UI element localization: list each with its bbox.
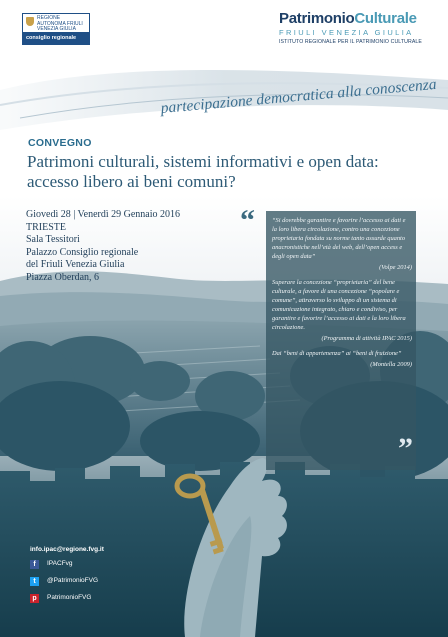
tagline: partecipazione democratica alla conoscenza <box>160 75 438 117</box>
region-crest-icon <box>26 17 34 26</box>
brand-subtitle: FRIULI VENEZIA GIULIA <box>279 28 414 37</box>
social-label: PatrimonioFVG <box>47 594 92 601</box>
event-title-line1: Patrimoni culturali, sistemi informativi e open data: <box>27 152 379 171</box>
event-title <box>27 152 427 192</box>
quote-text: Dai “beni di appartenenza” ai “beni di fruizione” <box>272 350 402 357</box>
quote-source: (Montella 2009) <box>370 361 412 368</box>
event-venue-line1: Palazzo Consiglio regionale <box>26 246 139 258</box>
event-venue-line2: del Friuli Venezia Giulia <box>26 259 125 270</box>
contacts <box>30 546 104 610</box>
quote-text: “Si dovrebbe garantire e favorire l’accesso ai dati e la loro libera circolazione, contro una concezione proprietaria fondata su norme tanto assurde quanto anacronistiche nell’età del web, dell’open access e degli open data” <box>272 217 406 260</box>
contact-email[interactable]: info.ipac@regione.fvg.it <box>30 546 104 553</box>
quote-source: (Programma di attività IPAC 2015) <box>321 335 412 342</box>
region-logo-band: consiglio regionale <box>23 32 89 44</box>
social-link-twitter[interactable] <box>30 576 104 586</box>
brand-name-part1: Patrimonio <box>279 10 355 27</box>
event-address: Piazza Oberdan, 6 <box>26 271 100 283</box>
quote-text: Superare la concezione “proprietaria” del bene culturale, a favore di una concezione “popolare e comune”, attraverso lo sviluppo di un sistema di comunicazione integrato, chiaro e condiviso, per garantire e favorire l’accesso ai dati e la loro libera circolazione. <box>272 279 406 331</box>
region-council-logo <box>22 13 90 45</box>
close-quote-icon: ” <box>398 432 413 465</box>
event-title-line2: accesso libero ai beni comuni? <box>27 172 236 191</box>
region-logo-text: REGIONE AUTONOMA FRIULI VENEZIA GIULIA <box>37 15 83 32</box>
quotes-list <box>272 216 412 375</box>
event-info <box>26 209 226 284</box>
social-label: @PatrimonioFVG <box>47 577 99 584</box>
event-city: TRIESTE <box>26 221 66 233</box>
brand-name-part2: Culturale <box>354 10 417 27</box>
pinterest-icon: p <box>30 594 39 603</box>
twitter-icon: t <box>30 577 39 586</box>
event-room: Sala Tessitori <box>26 234 80 245</box>
social-link-pinterest[interactable] <box>30 593 104 603</box>
brand-institute: ISTITUTO REGIONALE PER IL PATRIMONIO CULTURALE <box>279 39 422 45</box>
open-quote-icon: “ <box>240 204 255 237</box>
event-type: CONVEGNO <box>28 137 92 149</box>
event-dates: Giovedì 28 | Venerdì 29 Gennaio 2016 <box>26 209 181 220</box>
patrimonio-culturale-logo <box>279 11 431 46</box>
social-label: IPACFvg <box>47 560 73 567</box>
brand-name <box>279 11 431 27</box>
social-link-facebook[interactable] <box>30 559 104 569</box>
facebook-icon: f <box>30 560 39 569</box>
quote-source: (Volpe 2014) <box>379 264 412 271</box>
